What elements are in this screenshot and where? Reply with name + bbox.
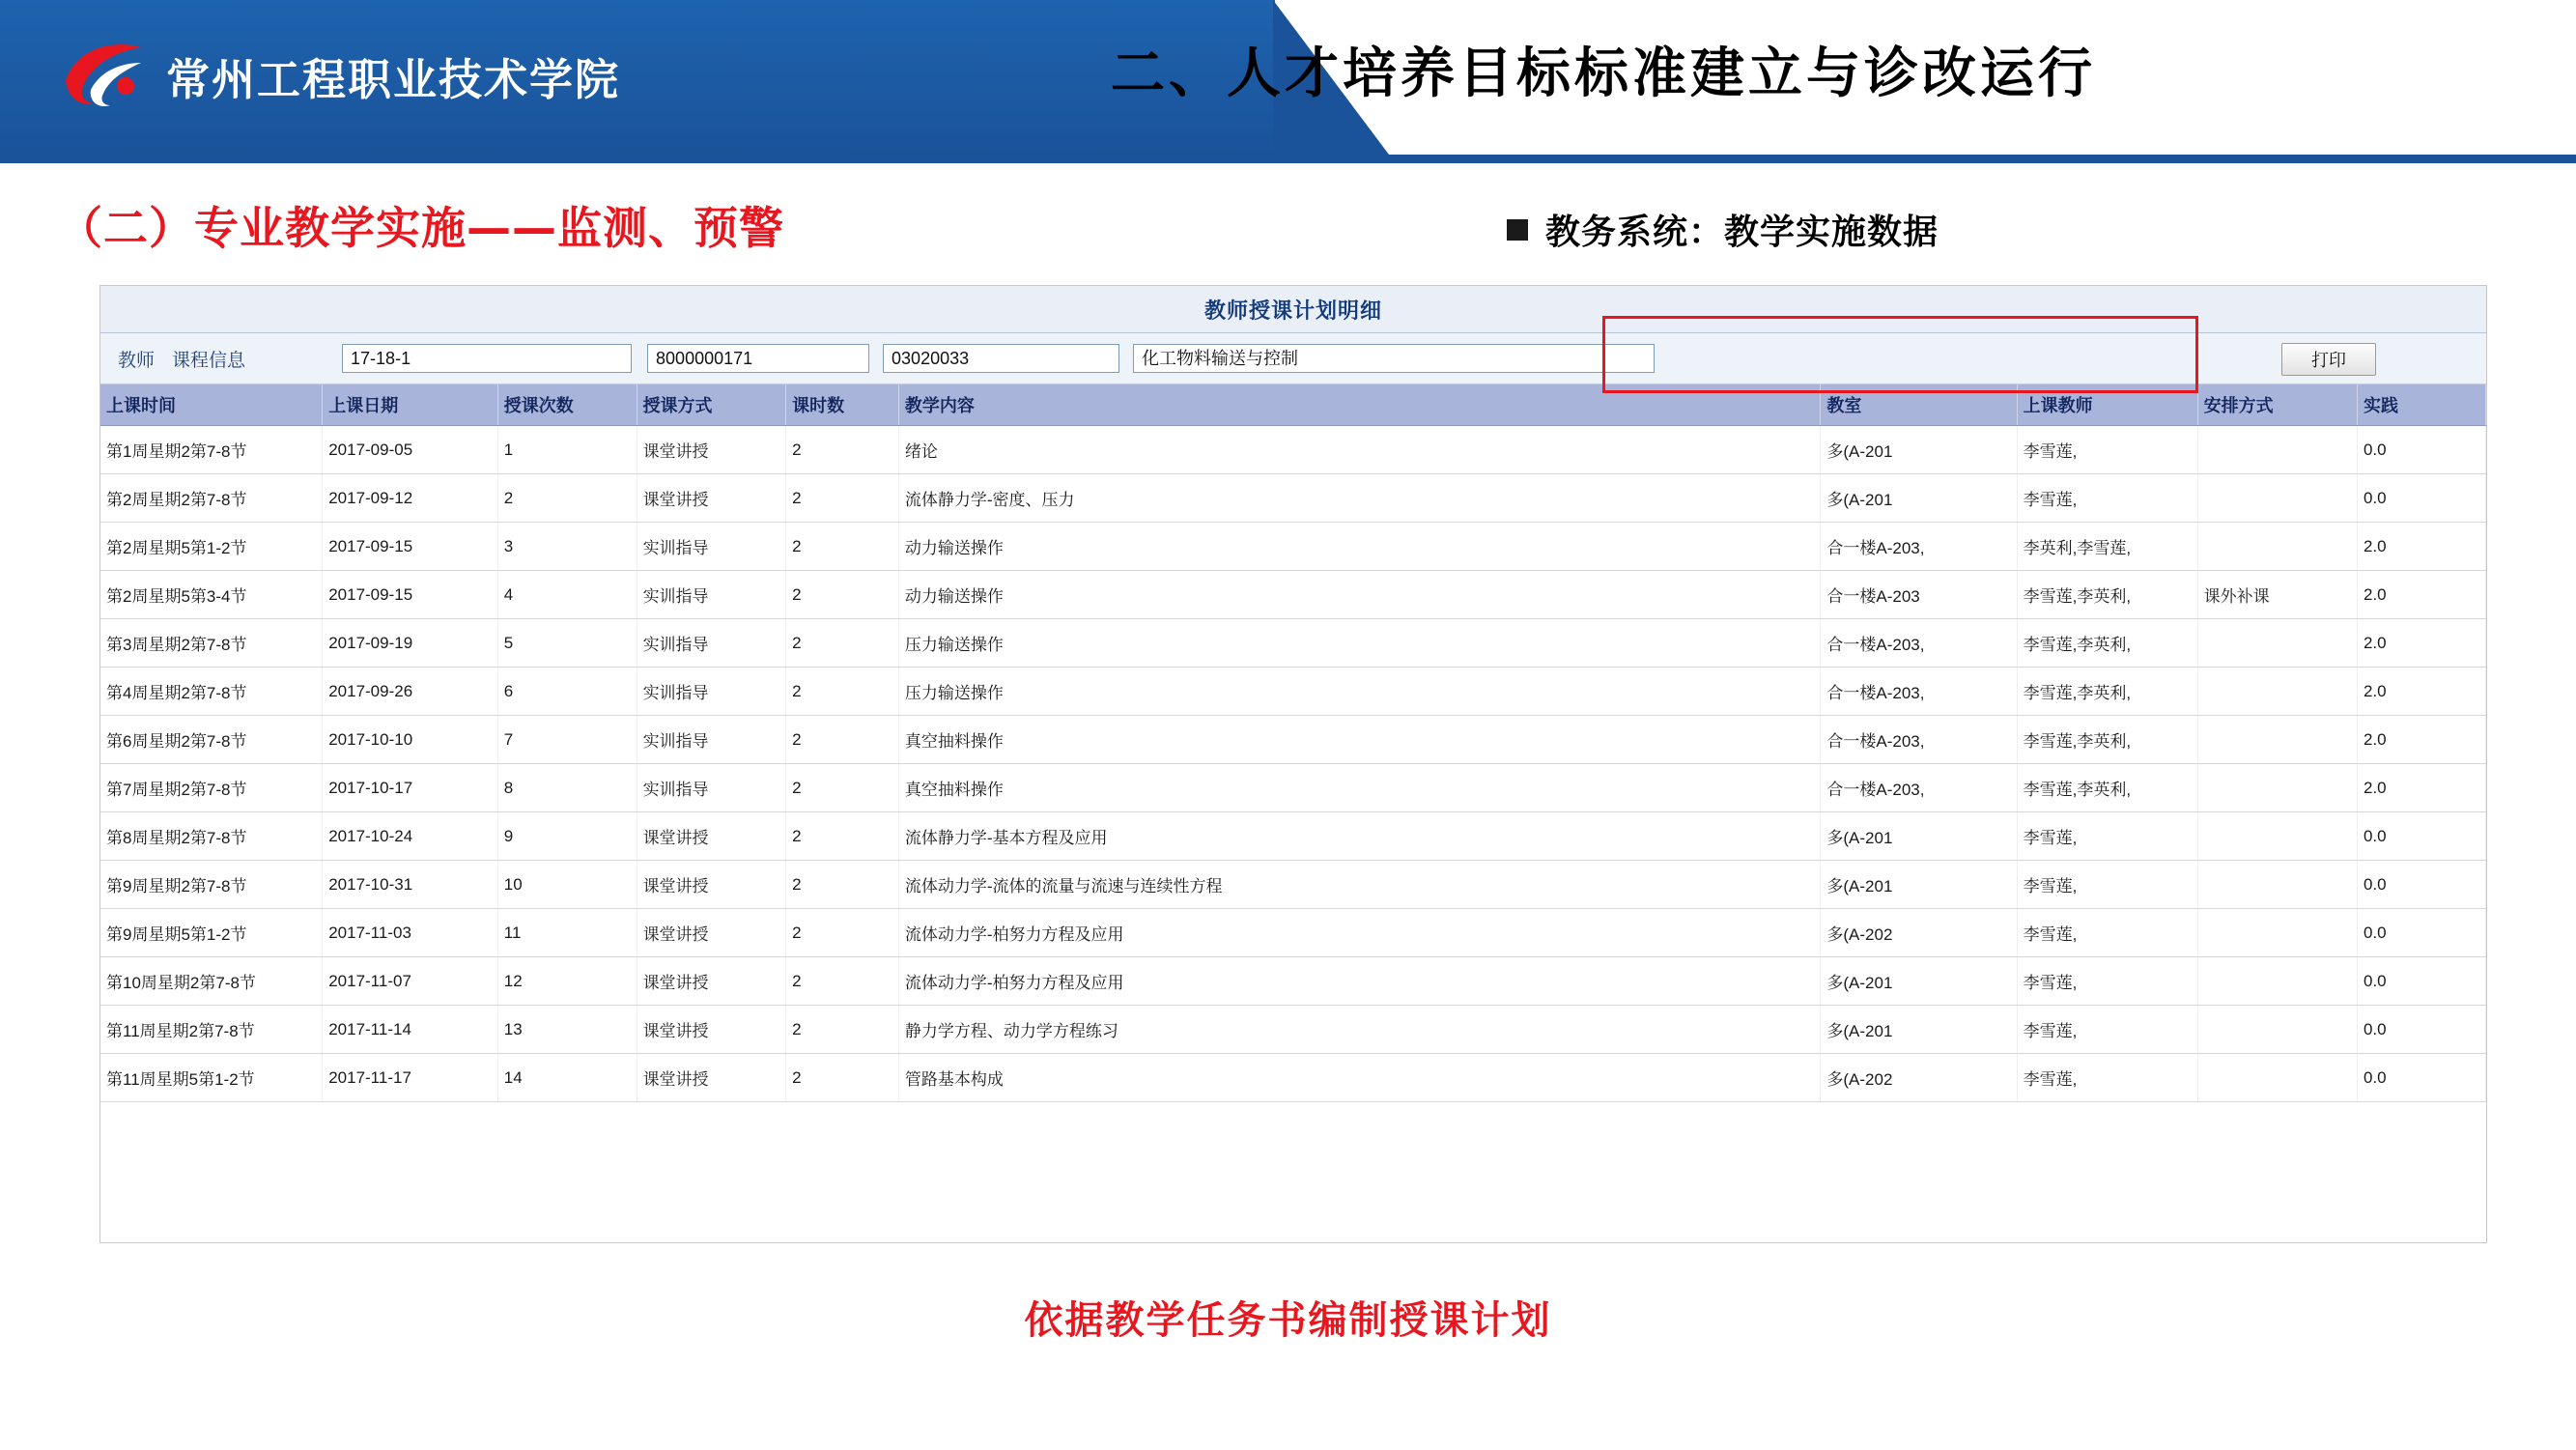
table-row[interactable]: [100, 812, 2486, 861]
cell-session-count: 4: [497, 571, 637, 619]
cell-class-date: 2017-09-15: [323, 523, 498, 571]
cell-classroom: 合一楼A-203,: [1821, 619, 2017, 668]
cell-class-date: 2017-09-19: [323, 619, 498, 668]
cell-class-date: 2017-11-14: [323, 1006, 498, 1054]
slide-caption: 依据教学任务书编制授课计划: [1024, 1298, 1552, 1343]
cell-content: 压力输送操作: [898, 668, 1821, 716]
cell-hours: 2: [786, 1006, 899, 1054]
table-row[interactable]: [100, 523, 2486, 571]
cell-hours: 2: [786, 523, 899, 571]
cell-session-count: 14: [497, 1054, 637, 1102]
cell-hours: 2: [786, 426, 899, 474]
square-bullet-icon: [1507, 219, 1528, 241]
cell-classroom: 多(A-201: [1821, 426, 2017, 474]
school-logo: [58, 27, 620, 124]
cell-class-time: 第11周星期5第1-2节: [100, 1054, 323, 1102]
cell-teach-method: 实训指导: [637, 764, 786, 812]
cell-content: 真空抽料操作: [898, 716, 1821, 764]
cell-arrangement: [2197, 764, 2357, 812]
section-note: [1507, 205, 1939, 254]
cell-arrangement: [2197, 861, 2357, 909]
cell-teacher: 李雪莲,: [2017, 957, 2197, 1006]
cell-arrangement: [2197, 1054, 2357, 1102]
header-divider: [0, 155, 2576, 163]
cell-teach-method: 课堂讲授: [637, 812, 786, 861]
cell-class-time: 第1周星期2第7-8节: [100, 426, 323, 474]
cell-classroom: 多(A-202: [1821, 909, 2017, 957]
cell-practice: 2.0: [2357, 764, 2485, 812]
school-name: 常州工程职业技术学院: [166, 53, 621, 105]
cell-practice: 0.0: [2357, 474, 2485, 523]
cell-content: 流体静力学-密度、压力: [898, 474, 1821, 523]
cell-practice: 0.0: [2357, 1006, 2485, 1054]
teaching-plan-table: [100, 384, 2486, 1102]
cell-class-date: 2017-10-10: [323, 716, 498, 764]
cell-class-time: 第11周星期2第7-8节: [100, 1006, 323, 1054]
cell-session-count: 7: [497, 716, 637, 764]
table-row[interactable]: [100, 426, 2486, 474]
term-input[interactable]: [342, 344, 632, 373]
table-row[interactable]: [100, 861, 2486, 909]
cell-teacher: 李雪莲,: [2017, 474, 2197, 523]
cell-content: 真空抽料操作: [898, 764, 1821, 812]
cell-content: 流体动力学-柏努力方程及应用: [898, 957, 1821, 1006]
cell-hours: 2: [786, 1054, 899, 1102]
cell-practice: 0.0: [2357, 426, 2485, 474]
cell-class-time: 第2周星期5第3-4节: [100, 571, 323, 619]
cell-arrangement: [2197, 1006, 2357, 1054]
cell-classroom: 多(A-202: [1821, 1054, 2017, 1102]
page-title: 二、人才培养目标标准建立与诊改运行: [1111, 43, 2096, 105]
cell-teach-method: 实训指导: [637, 523, 786, 571]
cell-arrangement: 课外补课: [2197, 571, 2357, 619]
filter-toolbar: [100, 333, 2486, 384]
table-row[interactable]: [100, 909, 2486, 957]
cell-teacher: 李雪莲,: [2017, 812, 2197, 861]
cell-content: 动力输送操作: [898, 571, 1821, 619]
table-row[interactable]: [100, 474, 2486, 523]
col-header-arrangement[interactable]: 安排方式: [2197, 384, 2357, 426]
cell-session-count: 1: [497, 426, 637, 474]
cell-teach-method: 课堂讲授: [637, 909, 786, 957]
cell-practice: 0.0: [2357, 812, 2485, 861]
cell-session-count: 2: [497, 474, 637, 523]
cell-arrangement: [2197, 668, 2357, 716]
cell-session-count: 10: [497, 861, 637, 909]
cell-practice: 2.0: [2357, 571, 2485, 619]
teacher-number-input[interactable]: [647, 344, 869, 373]
cell-class-date: 2017-09-26: [323, 668, 498, 716]
cell-content: 管路基本构成: [898, 1054, 1821, 1102]
cell-classroom: 多(A-201: [1821, 1006, 2017, 1054]
teacher-label: 教师: [118, 350, 156, 371]
slide-header: [0, 0, 2576, 155]
cell-classroom: 合一楼A-203,: [1821, 523, 2017, 571]
cell-teach-method: 实训指导: [637, 619, 786, 668]
cell-classroom: 合一楼A-203,: [1821, 716, 2017, 764]
table-row[interactable]: [100, 957, 2486, 1006]
course-info-label: 课程信息: [172, 350, 246, 371]
cell-practice: 2.0: [2357, 716, 2485, 764]
cell-class-time: 第2周星期2第7-8节: [100, 474, 323, 523]
section-note-label: 教务系统：教学实施数据: [1545, 213, 1939, 252]
cell-content: 动力输送操作: [898, 523, 1821, 571]
cell-content: 流体静力学-基本方程及应用: [898, 812, 1821, 861]
cell-classroom: 多(A-201: [1821, 812, 2017, 861]
col-header-class-date[interactable]: 上课日期: [323, 384, 498, 426]
cell-practice: 2.0: [2357, 523, 2485, 571]
cell-practice: 0.0: [2357, 909, 2485, 957]
cell-class-date: 2017-11-17: [323, 1054, 498, 1102]
cell-teacher: 李雪莲,李英利,: [2017, 764, 2197, 812]
cell-practice: 2.0: [2357, 668, 2485, 716]
cell-hours: 2: [786, 861, 899, 909]
cell-classroom: 多(A-201: [1821, 861, 2017, 909]
cell-hours: 2: [786, 571, 899, 619]
cell-teach-method: 课堂讲授: [637, 957, 786, 1006]
col-header-classroom[interactable]: 教室: [1821, 384, 2017, 426]
cell-class-date: 2017-10-17: [323, 764, 498, 812]
cell-arrangement: [2197, 716, 2357, 764]
window-title: 教师授课计划明细: [100, 286, 2486, 333]
cell-class-time: 第3周星期2第7-8节: [100, 619, 323, 668]
cell-class-date: 2017-09-12: [323, 474, 498, 523]
cell-class-time: 第9周星期2第7-8节: [100, 861, 323, 909]
cell-teacher: 李雪莲,: [2017, 1054, 2197, 1102]
cell-teacher: 李雪莲,李英利,: [2017, 619, 2197, 668]
cell-hours: 2: [786, 909, 899, 957]
cell-content: 流体动力学-流体的流量与流速与连续性方程: [898, 861, 1821, 909]
cell-session-count: 5: [497, 619, 637, 668]
cell-practice: 0.0: [2357, 1054, 2485, 1102]
cell-hours: 2: [786, 764, 899, 812]
cell-session-count: 6: [497, 668, 637, 716]
cell-session-count: 8: [497, 764, 637, 812]
cell-teach-method: 课堂讲授: [637, 1054, 786, 1102]
cell-teacher: 李雪莲,李英利,: [2017, 716, 2197, 764]
cell-arrangement: [2197, 909, 2357, 957]
cell-classroom: 多(A-201: [1821, 957, 2017, 1006]
col-header-practice[interactable]: 实践: [2357, 384, 2485, 426]
cell-session-count: 9: [497, 812, 637, 861]
cell-teach-method: 实训指导: [637, 668, 786, 716]
cell-arrangement: [2197, 426, 2357, 474]
cell-teach-method: 课堂讲授: [637, 474, 786, 523]
cell-practice: 0.0: [2357, 957, 2485, 1006]
cell-session-count: 3: [497, 523, 637, 571]
table-row[interactable]: [100, 571, 2486, 619]
col-header-class-time[interactable]: 上课时间: [100, 384, 323, 426]
cell-class-date: 2017-10-31: [323, 861, 498, 909]
table-row[interactable]: [100, 764, 2486, 812]
cell-session-count: 11: [497, 909, 637, 957]
cell-teacher: 李英利,李雪莲,: [2017, 523, 2197, 571]
teaching-plan-window: [99, 285, 2487, 1243]
cell-hours: 2: [786, 812, 899, 861]
cell-class-time: 第4周星期2第7-8节: [100, 668, 323, 716]
cell-hours: 2: [786, 474, 899, 523]
table-row[interactable]: [100, 668, 2486, 716]
col-header-session-count[interactable]: 授课次数: [497, 384, 637, 426]
cell-arrangement: [2197, 474, 2357, 523]
cell-class-time: 第10周星期2第7-8节: [100, 957, 323, 1006]
cell-session-count: 13: [497, 1006, 637, 1054]
table-body: [100, 426, 2486, 1102]
cell-class-time: 第9周星期5第1-2节: [100, 909, 323, 957]
table-row[interactable]: [100, 619, 2486, 668]
cell-practice: 2.0: [2357, 619, 2485, 668]
class-number-input[interactable]: [883, 344, 1119, 373]
cell-teacher: 李雪莲,: [2017, 1006, 2197, 1054]
cell-teacher: 李雪莲,李英利,: [2017, 571, 2197, 619]
cell-arrangement: [2197, 812, 2357, 861]
cell-teacher: 李雪莲,李英利,: [2017, 668, 2197, 716]
cell-classroom: 合一楼A-203: [1821, 571, 2017, 619]
cell-classroom: 多(A-201: [1821, 474, 2017, 523]
print-button[interactable]: 打印: [2281, 343, 2376, 376]
cell-teacher: 李雪莲,: [2017, 909, 2197, 957]
cell-class-date: 2017-10-24: [323, 812, 498, 861]
cell-content: 流体动力学-柏努力方程及应用: [898, 909, 1821, 957]
cell-class-date: 2017-09-15: [323, 571, 498, 619]
cell-class-time: 第7周星期2第7-8节: [100, 764, 323, 812]
cell-content: 压力输送操作: [898, 619, 1821, 668]
cell-classroom: 合一楼A-203,: [1821, 668, 2017, 716]
cell-class-date: 2017-11-03: [323, 909, 498, 957]
col-header-content[interactable]: 教学内容: [898, 384, 1821, 426]
section-title: （二）专业教学实施——监测、预警: [58, 202, 784, 254]
table-row[interactable]: [100, 1054, 2486, 1102]
cell-teacher: 李雪莲,: [2017, 861, 2197, 909]
table-row[interactable]: [100, 716, 2486, 764]
cell-teach-method: 课堂讲授: [637, 426, 786, 474]
table-row[interactable]: [100, 1006, 2486, 1054]
course-name-input[interactable]: [1133, 344, 1655, 373]
cell-teach-method: 课堂讲授: [637, 861, 786, 909]
cell-practice: 0.0: [2357, 861, 2485, 909]
cell-content: 静力学方程、动力学方程练习: [898, 1006, 1821, 1054]
cell-teacher: 李雪莲,: [2017, 426, 2197, 474]
table-header-row: [100, 384, 2486, 426]
cell-teach-method: 课堂讲授: [637, 1006, 786, 1054]
cell-class-time: 第8周星期2第7-8节: [100, 812, 323, 861]
cell-class-date: 2017-11-07: [323, 957, 498, 1006]
cell-hours: 2: [786, 668, 899, 716]
cell-hours: 2: [786, 716, 899, 764]
cell-class-date: 2017-09-05: [323, 426, 498, 474]
col-header-teach-method[interactable]: 授课方式: [637, 384, 786, 426]
cell-session-count: 12: [497, 957, 637, 1006]
cell-arrangement: [2197, 619, 2357, 668]
cell-hours: 2: [786, 957, 899, 1006]
cell-teach-method: 实训指导: [637, 716, 786, 764]
col-header-teacher[interactable]: 上课教师: [2017, 384, 2197, 426]
cell-classroom: 合一楼A-203,: [1821, 764, 2017, 812]
cell-arrangement: [2197, 957, 2357, 1006]
cell-class-time: 第2周星期5第1-2节: [100, 523, 323, 571]
col-header-hours[interactable]: 课时数: [786, 384, 899, 426]
cell-arrangement: [2197, 523, 2357, 571]
cell-teach-method: 实训指导: [637, 571, 786, 619]
cell-class-time: 第6周星期2第7-8节: [100, 716, 323, 764]
cell-content: 绪论: [898, 426, 1821, 474]
cell-hours: 2: [786, 619, 899, 668]
swoosh-logo-icon: [58, 36, 149, 115]
